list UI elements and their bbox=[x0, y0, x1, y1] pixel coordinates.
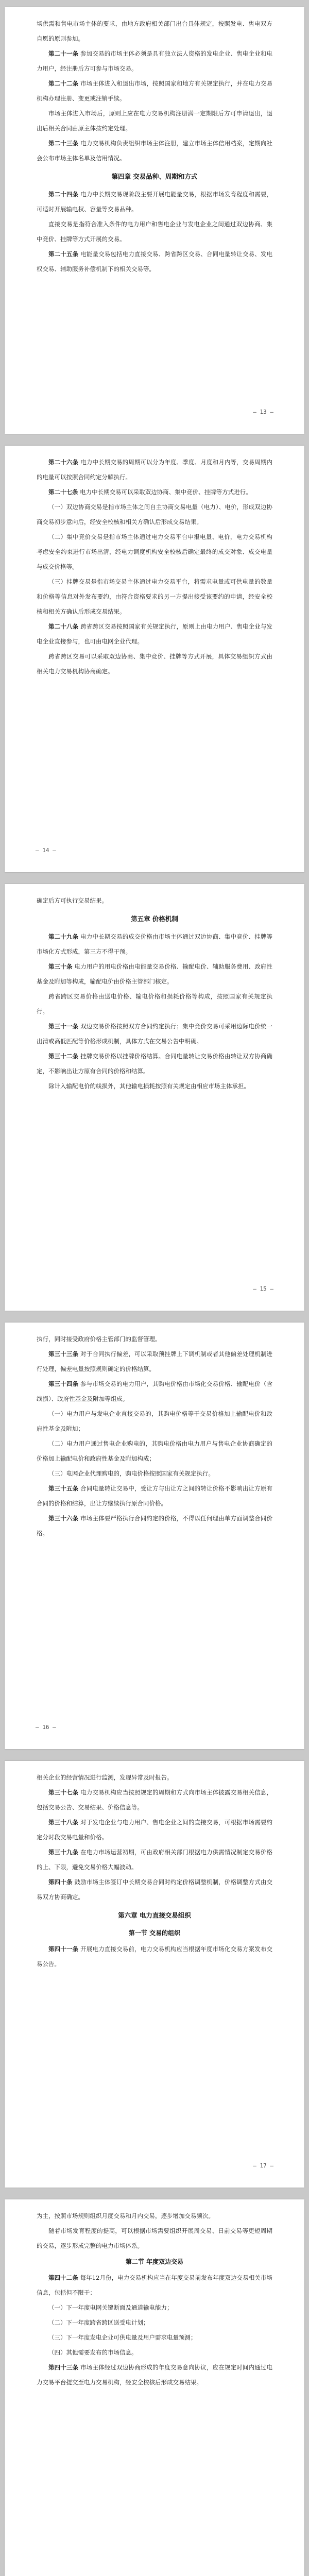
article-number: 第三十八条 bbox=[48, 1819, 79, 1826]
section-heading: 第二节 年度双边交易 bbox=[125, 2258, 184, 2265]
page-number: — 14 — bbox=[36, 847, 56, 854]
paragraph: 跨省跨区交易可以采取双边协商、集中竞价、挂牌等方式开展，具体交易组织方式由相关电力交易机构协商确定。 bbox=[37, 653, 272, 675]
article-number: 第三十六条 bbox=[48, 1515, 79, 1522]
document-page bbox=[5, 7, 304, 434]
paragraph bbox=[37, 929, 272, 959]
page-number: — 17 — bbox=[253, 2162, 273, 2169]
paragraph bbox=[37, 1511, 272, 1541]
paragraph bbox=[37, 247, 272, 277]
article-number: 第三十三条 bbox=[48, 1350, 79, 1358]
article-number: 第二十八条 bbox=[48, 623, 79, 630]
paragraph: 场供需和售电市场主体的要求，由地方政府相关部门出台具体规定，按照发电、售电双方自愿的原则参加。 bbox=[37, 20, 272, 42]
article-number: 第三十九条 bbox=[48, 1849, 79, 1856]
chapter-heading: 第五章 价格机制 bbox=[131, 915, 178, 923]
paragraph: 跨省跨区交易价格由送电价格、输电价格和损耗价格等构成，按照国家有关规定执行。 bbox=[37, 993, 272, 1015]
paragraph: 确定后方可执行交易结果。 bbox=[37, 897, 108, 904]
article-number: 第二十四条 bbox=[48, 191, 79, 198]
article-number: 第三十条 bbox=[48, 963, 73, 970]
paragraph: （三）挂牌交易是指市场交易主体通过电力交易平台，将需求电量或可供电量的数量和价格等信息对外发布要约，由符合资格要求的另一方提出接受该要约的申请，经安全校核和相关方确认后形成交易结果。 bbox=[37, 578, 272, 615]
article-text: 电力中长期交易现阶段主要开展电能量交易，根据市场发育程度和需要，可适时开展输电权、容量等交易品种。 bbox=[37, 191, 273, 213]
article-text: 开展电力直接交易前，电力交易机构应当根据年度市场化交易方案发布交易公告。 bbox=[37, 1945, 273, 1968]
section-heading: 第一节 交易的组织 bbox=[128, 1929, 181, 1937]
document-page bbox=[5, 1323, 304, 1749]
article-number: 第二十三条 bbox=[48, 140, 79, 147]
paragraph bbox=[37, 1845, 272, 1875]
article-text: 参与市场交易的电力用户，其购电价格由市场化交易价格、输配电价（含线损）、政府性基金及附加等组成。 bbox=[37, 1380, 273, 1402]
paragraph: （二）下一年度跨省跨区送受电计划； bbox=[48, 2319, 149, 2326]
paragraph: （一）双边协商交易是指市场主体之间自主协商交易电量（电力）、电价，形成双边协商交易初步意向后，经安全校核和相关方确认后形成交易结果。 bbox=[37, 503, 272, 526]
article-number: 第三十五条 bbox=[48, 1485, 79, 1492]
paragraph bbox=[37, 187, 272, 217]
paragraph bbox=[37, 1785, 272, 1815]
paragraph bbox=[37, 959, 272, 989]
article-text: 市场主体经过双边协商形成的年度交易意向协议，应在规定时间内通过电力交易平台提交至电力交易机构，经安全校核后形成交易结果。 bbox=[37, 2364, 273, 2386]
paragraph bbox=[37, 2360, 272, 2390]
paragraph bbox=[37, 1019, 272, 1049]
article-number: 第三十七条 bbox=[48, 1789, 79, 1796]
article-number: 第四十三条 bbox=[48, 2364, 79, 2371]
article-text: 挂牌交易价格以挂牌价格结算。合同电量转让交易价格由转让双方协商确定，不影响出让方原有合同的价格和结算。 bbox=[37, 1053, 273, 1075]
article-text: 合同电量转让交易中，受让方与出让方之间的转让价格不影响出让方原有合同的价格和结算，出让方继续执行原合同价格。 bbox=[37, 1485, 273, 1507]
article-text: 双边交易价格按照双方合同约定执行；集中竞价交易可采用边际电价统一出清或高低匹配等价格形成机制，具体方式在交易公告中明确。 bbox=[37, 1023, 273, 1045]
paragraph bbox=[37, 2270, 272, 2300]
paragraph bbox=[37, 76, 272, 106]
article-text: 电能量交易包括电力直接交易、跨省跨区交易、合同电量转让交易、发电权交易、辅助服务补偿机制下的相关交易等。 bbox=[37, 250, 273, 273]
article-number: 第二十一条 bbox=[48, 50, 79, 57]
paragraph: （四）其他需要发布的市场信息。 bbox=[48, 2349, 138, 2356]
article-text: 电力中长期交易可以采取双边协商、集中竞价、挂牌等方式进行。 bbox=[80, 488, 252, 496]
paragraph: 随着市场发育程度的提高，可以根据市场需要组织开展周交易、日前交易等更短周期的交易，逐步形成完整的电力市场体系。 bbox=[37, 2227, 272, 2249]
chapter-heading: 第四章 交易品种、周期和方式 bbox=[111, 173, 198, 180]
paragraph: （二）集中竞价交易是指市场主体通过电力交易平台申报电量、电价，电力交易机构考虑安全约束进行市场出清，经电力调度机构安全校核后确定最终的成交对象、成交电量与成交价格等。 bbox=[37, 533, 272, 570]
article-text: 电力交易机构负责组织市场主体注册，建立市场主体信用档案，定期向社会公布市场主体名单及信用情况。 bbox=[37, 140, 273, 162]
article-text: 每年12月份，电力交易机构应当在年度交易前发布年度双边交易相关市场信息，包括但不限于： bbox=[37, 2274, 273, 2296]
article-number: 第二十九条 bbox=[48, 933, 79, 940]
paragraph: （一）下一年度电网关键断面及通道输电能力； bbox=[48, 2304, 173, 2311]
paragraph bbox=[37, 619, 272, 649]
article-text: 在电力市场运营初期，可由政府相关部门根据电力供需情况制定交易价格的上、下限，避免交易价格大幅波动。 bbox=[37, 1849, 273, 1871]
page-body bbox=[5, 884, 304, 1094]
article-text: 电力中长期交易的周期可以分为年度、季度、月度和月内等，交易周期内的电量可以按照合同约定分解执行。 bbox=[37, 459, 273, 481]
page-body bbox=[5, 1323, 304, 1541]
document-page bbox=[5, 884, 304, 1311]
document-page bbox=[5, 446, 304, 872]
article-text: 电力中长期交易的成交价格由市场主体通过双边协商、集中竞价、挂牌等市场化方式形成，第三方不得干预。 bbox=[37, 933, 273, 955]
paragraph bbox=[37, 485, 272, 500]
page-body bbox=[5, 7, 304, 277]
article-number: 第三十二条 bbox=[48, 1053, 79, 1060]
document-page bbox=[5, 2199, 304, 2576]
paragraph bbox=[37, 1815, 272, 1845]
page-body bbox=[5, 1761, 304, 1972]
paragraph bbox=[37, 1875, 272, 1905]
article-text: 跨省跨区交易按照国家有关规定执行，原则上由电力用户、售电企业与发电企业直接参与，也可由电网企业代理。 bbox=[37, 623, 273, 645]
paragraph: 除计入输配电价的线损外，其他输电损耗按照有关规定由相应市场主体承担。 bbox=[48, 1082, 250, 1090]
page-body bbox=[5, 446, 304, 679]
paragraph: 执行，同时接受政府价格主管部门的监督管理。 bbox=[37, 1335, 161, 1343]
article-text: 对于合同执行偏差，可以采取预挂牌上下调机制或者其他偏差处理机制进行处理，偏差电量按照规则确定的价格结算。 bbox=[37, 1350, 273, 1372]
paragraph: （二）电力用户通过售电企业购电的，其购电价格由电力用户与售电企业协商确定的价格加上输配电价和政府性基金及附加构成； bbox=[37, 1440, 272, 1462]
article-number: 第二十五条 bbox=[48, 250, 79, 258]
article-text: 鼓励市场主体签订中长期交易合同时约定价格调整机制，价格调整方式由交易双方协商确定。 bbox=[37, 1878, 273, 1901]
article-text: 市场主体要严格执行合同约定的价格，不得以任何理由单方面调整合同价格。 bbox=[37, 1515, 273, 1537]
chapter-heading: 第六章 电力直接交易组织 bbox=[118, 1911, 191, 1919]
article-text: 市场主体进入和退出市场，按照国家和地方有关规定执行，并在电力交易机构办理注册、变更或注销手续。 bbox=[37, 80, 273, 102]
article-number: 第二十六条 bbox=[48, 459, 79, 466]
article-text: 电力用户的用电价格由电能量交易价格、输配电价、辅助服务费用、政府性基金及附加等构成，输配电价由价格主管部门核定。 bbox=[37, 963, 273, 985]
page-number: — 16 — bbox=[36, 1724, 56, 1731]
paragraph bbox=[37, 1942, 272, 1972]
paragraph bbox=[37, 1347, 272, 1377]
article-number: 第三十四条 bbox=[48, 1380, 79, 1387]
paragraph: 市场主体进入市场后，原则上应在电力交易机构注册满一定期限后方可申请退出，退出后相关合同由原主体按约定处理。 bbox=[37, 110, 272, 132]
article-number: 第二十七条 bbox=[48, 488, 78, 496]
page-body bbox=[5, 2199, 304, 2390]
page-number: — 15 — bbox=[253, 1285, 273, 1292]
article-text: 参加交易的市场主体必须是具有独立法人资格的发电企业、售电企业和电力用户，经注册后方可参与市场交易。 bbox=[37, 50, 273, 72]
paragraph: 为主，按照市场规则组织月度交易和月内交易，逐步增加交易频次。 bbox=[37, 2212, 214, 2219]
paragraph bbox=[37, 1049, 272, 1079]
article-number: 第三十一条 bbox=[48, 1023, 79, 1030]
article-number: 第二十二条 bbox=[48, 80, 79, 87]
paragraph bbox=[37, 455, 272, 485]
paragraph: （三）下一年度发电企业可供电量及用户需求电量预测； bbox=[48, 2334, 197, 2341]
document-page bbox=[5, 1761, 304, 2188]
paragraph: （三）电网企业代理购电的，购电价格按照国家有关规定执行。 bbox=[48, 1470, 214, 1477]
paragraph bbox=[37, 46, 272, 76]
paragraph: 相关企业的经营情况进行监测，发现异常及时报告。 bbox=[37, 1774, 173, 1781]
article-text: 对于发电企业与电力用户、售电企业之间的直接交易，可根据市场需要约定分时段交易电量和价格。 bbox=[37, 1819, 273, 1841]
paragraph: （一）电力用户与发电企业直接交易的，其购电价格等于交易价格加上输配电价和政府性基金及附加； bbox=[37, 1410, 272, 1432]
article-number: 第四十一条 bbox=[48, 1945, 79, 1953]
page-number: — 13 — bbox=[253, 409, 273, 415]
article-number: 第四十二条 bbox=[48, 2274, 78, 2281]
paragraph: 直接交易是指符合准入条件的电力用户和售电企业与发电企业之间通过双边协商、集中竞价、挂牌等方式开展的交易。 bbox=[37, 221, 272, 243]
paragraph bbox=[37, 136, 272, 166]
paragraph bbox=[37, 1481, 272, 1511]
article-number: 第四十条 bbox=[48, 1878, 73, 1886]
paragraph bbox=[37, 1377, 272, 1406]
article-text: 电力交易机构应当按照规定的周期和方式向市场主体披露交易相关信息，包括交易公告、交易结果、价格信息等。 bbox=[37, 1789, 273, 1811]
